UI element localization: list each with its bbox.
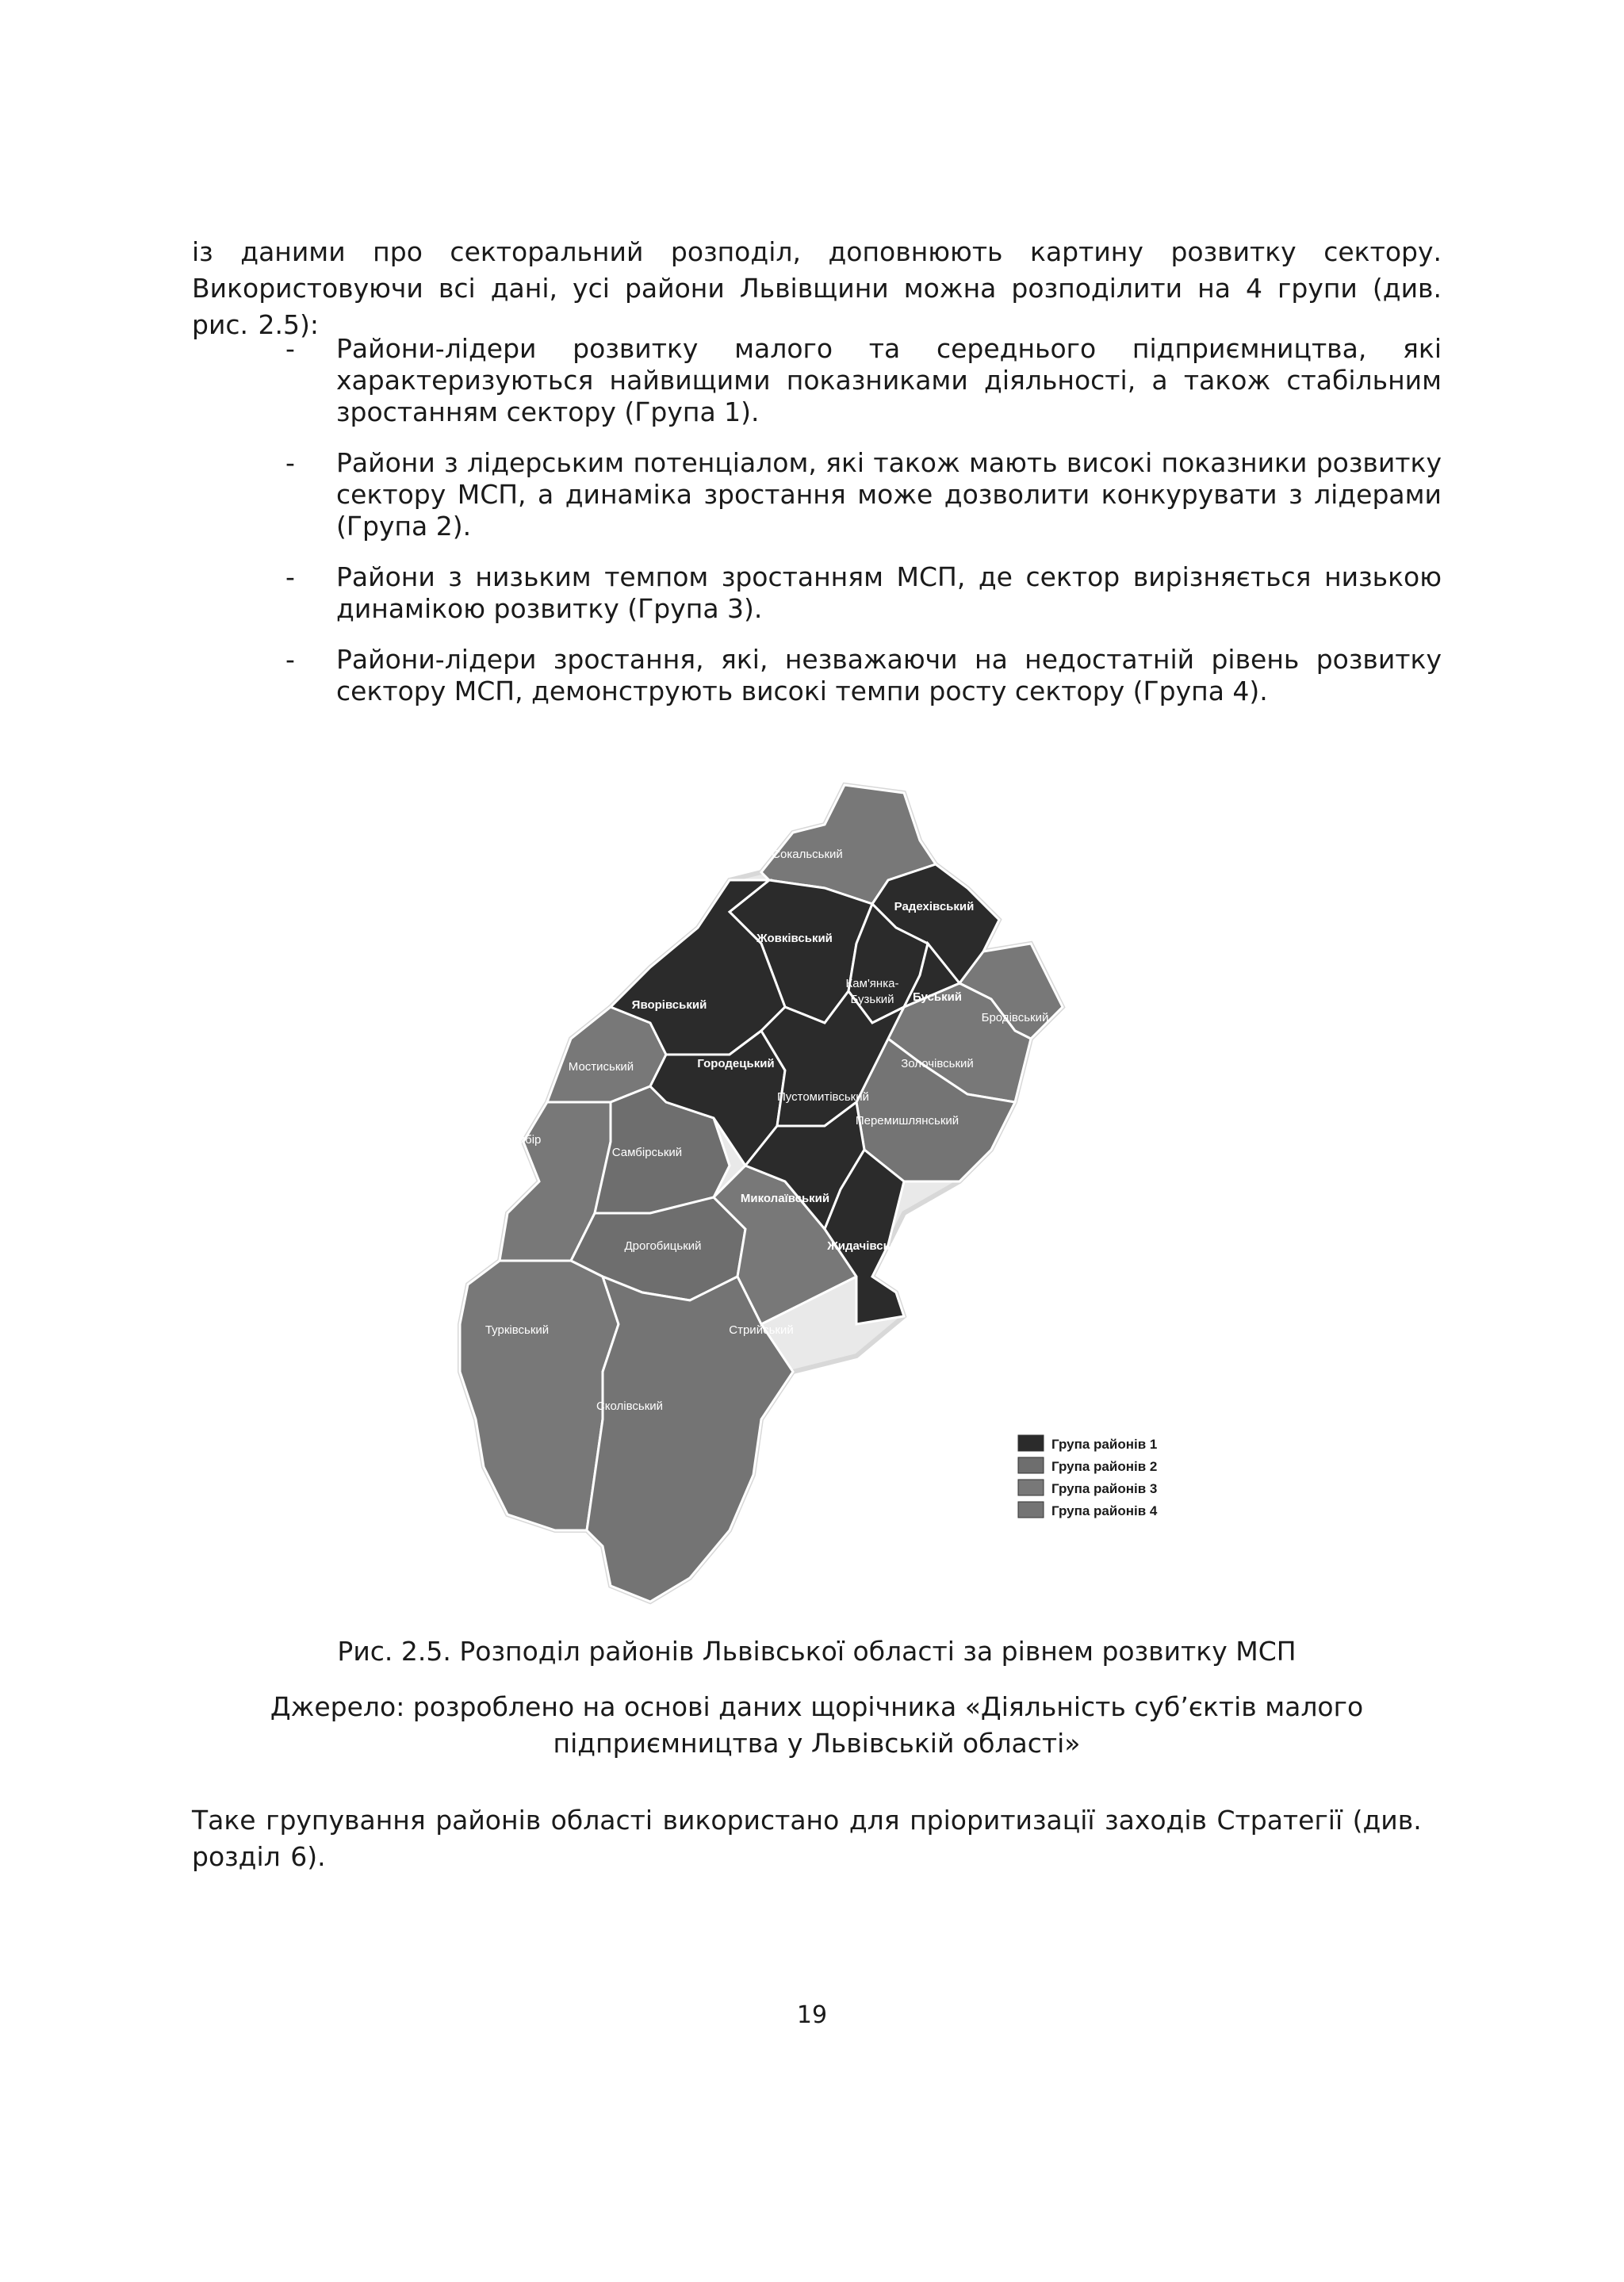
group-list xyxy=(285,333,1442,726)
group-list-item xyxy=(285,561,1442,625)
legend-swatch-group-2 xyxy=(1018,1457,1044,1473)
group-list-item xyxy=(285,447,1442,542)
list-dash: - xyxy=(285,333,295,364)
legend-label-group-1: Група районів 1 xyxy=(1051,1437,1158,1452)
legend-label-group-4: Група районів 4 xyxy=(1051,1503,1158,1518)
label-yavoriv: Яворівський xyxy=(631,998,707,1012)
intro-paragraph: із даними про секторальний розподіл, доповнюють картину розвитку сектору. Використовуючи всі дані, усі райони Львівщини можна розподілити на 4 групи (див. рис. 2.5): xyxy=(192,236,1442,340)
figure-source-line-2: підприємництва у Львівській області» xyxy=(553,1728,1081,1759)
label-kamianka-line2: Бузький xyxy=(850,993,894,1006)
label-zhovkva: Жовківський xyxy=(756,932,833,945)
group-list-item xyxy=(285,333,1442,428)
label-brody: Бродівський xyxy=(981,1011,1049,1024)
label-mykolaiv: Миколаївський xyxy=(740,1192,830,1205)
label-staryi-sambir-line2: ський xyxy=(490,1149,522,1162)
figure-caption: Рис. 2.5. Розподіл районів Львівської області за рівнем розвитку МСП xyxy=(337,1636,1297,1667)
label-horodok: Городецький xyxy=(697,1057,775,1070)
figure-source xyxy=(192,1689,1442,1762)
label-stryi: Стрийський xyxy=(729,1323,794,1337)
list-dash: - xyxy=(285,447,295,478)
figure-source-line-1: Джерело: розроблено на основі даних щорічника «Діяльність суб’єктів малого xyxy=(270,1691,1364,1722)
legend-swatch-group-1 xyxy=(1018,1435,1044,1451)
list-item-text: Райони з низьким темпом зростанням МСП, де сектор вирізняється низькою динамікою розвитку (Група 3). xyxy=(336,561,1442,624)
lviv-region-map xyxy=(412,769,1229,1610)
label-sokal: Сокальський xyxy=(772,848,843,861)
label-zolochiv: Золочівський xyxy=(901,1057,974,1070)
list-item-text: Райони з лідерським потенціалом, які також мають високі показники розвитку сектору МСП, а динаміка зростання може дозволити конкурувати з лідерами (Група 2). xyxy=(336,447,1442,542)
list-dash: - xyxy=(285,561,295,592)
map-legend xyxy=(1018,1435,1158,1518)
label-skole: Сколівський xyxy=(596,1399,664,1413)
page-number: 19 xyxy=(796,2001,828,2029)
label-busk: Буський xyxy=(912,990,963,1004)
legend-label-group-3: Група районів 3 xyxy=(1051,1481,1158,1496)
closing-paragraph: Таке групування районів області використано для пріоритизації заходів Стратегії (див. розділ 6). xyxy=(192,1805,1422,1872)
legend-swatch-group-3 xyxy=(1018,1480,1044,1495)
list-item-text: Райони-лідери розвитку малого та середнього підприємництва, які характеризуються найвищими показниками діяльності, а також стабільним зростанням сектору (Група 1). xyxy=(336,333,1442,427)
label-turka: Турківський xyxy=(485,1323,550,1337)
list-item-text: Райони-лідери зростання, які, незважаючи на недостатній рівень розвитку сектору МСП, демонструють високі темпи росту сектору (Група 4). xyxy=(336,644,1442,706)
legend-label-group-2: Група районів 2 xyxy=(1051,1459,1158,1474)
label-staryi-sambir-line1: Старосамбір xyxy=(470,1133,542,1147)
label-radekhiv: Радехівський xyxy=(894,900,975,913)
legend-swatch-group-4 xyxy=(1018,1502,1044,1518)
label-kamianka-line1: Кам'янка- xyxy=(845,977,899,990)
label-drohobych: Дрогобицький xyxy=(624,1239,702,1253)
label-pustomyty: Пустомитівський xyxy=(777,1090,869,1104)
list-dash: - xyxy=(285,644,295,675)
district-map-figure xyxy=(412,769,1229,1610)
label-mostyska: Мостиський xyxy=(568,1060,634,1074)
label-peremyshliany: Перемишлянський xyxy=(855,1114,959,1128)
label-zhydachiv: Жидачівський xyxy=(827,1239,911,1253)
label-sambir: Самбірський xyxy=(611,1146,683,1159)
group-list-item xyxy=(285,644,1442,707)
